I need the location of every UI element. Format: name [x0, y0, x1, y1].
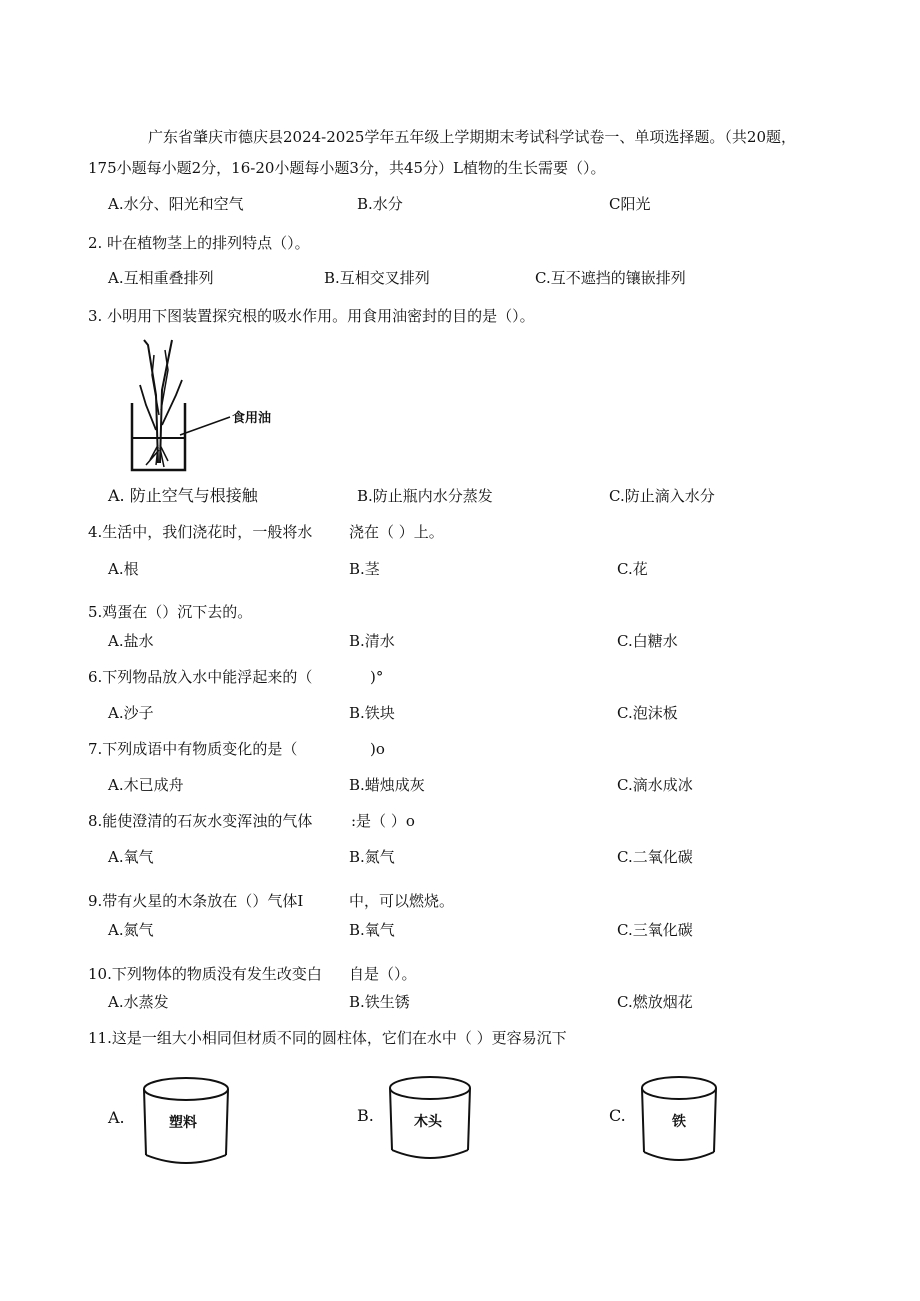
- q8-option-c: C.二氧化碳: [617, 848, 693, 866]
- iron-label: 铁: [672, 1114, 686, 1130]
- wood-cylinder-figure: [382, 1074, 478, 1166]
- q5-stem: 5.鸡蛋在（）沉下去的。: [88, 603, 253, 621]
- q10-stem-part-1: 10.下列物体的物质没有发生改变白: [88, 965, 322, 983]
- q10-stem-part-2: 自是（）。: [349, 965, 417, 983]
- plant-in-beaker-figure: [110, 335, 310, 480]
- q10-option-a: A.水蒸发: [108, 993, 169, 1011]
- q10-option-c: C.燃放烟花: [617, 993, 693, 1011]
- q4-option-a: A.根: [108, 560, 139, 578]
- q2-option-b: B.互相交叉排列: [324, 269, 430, 287]
- q1-option-a: A.水分、阳光和空气: [108, 195, 244, 213]
- q7-option-c: C.滴水成冰: [617, 776, 693, 794]
- q3-option-a: A. 防止空气与根接触: [108, 486, 258, 505]
- q1-option-c: C阳光: [609, 195, 651, 213]
- q3-option-c: C.防止滴入水分: [609, 487, 715, 505]
- q6-option-a: A.沙子: [108, 704, 154, 722]
- q9-stem-part-1: 9.带有火星的木条放在（）气体I: [88, 892, 304, 910]
- q11-option-b-letter: B.: [357, 1106, 374, 1125]
- q4-stem-part-1: 4.生活中，我们浇花时，一般将水: [88, 523, 313, 541]
- q5-option-b: B.清水: [349, 632, 395, 650]
- q2-option-a: A.互相重叠排列: [108, 269, 214, 287]
- q7-stem-part-2: )o: [370, 740, 385, 758]
- q11-stem: 11.这是一组大小相同但材质不同的圆柱体，它们在水中（ ）更容易沉下: [88, 1029, 567, 1047]
- wood-label: 木头: [414, 1114, 442, 1130]
- q6-stem-part-1: 6.下列物品放入水中能浮起来的（: [88, 668, 313, 686]
- q8-option-b: B.氮气: [349, 848, 395, 866]
- oil-label: 食用油: [232, 411, 272, 426]
- q2-stem: 2. 叶在植物茎上的排列特点（）。: [88, 234, 310, 252]
- q5-option-a: A.盐水: [108, 632, 154, 650]
- q9-stem-part-2: 中，可以燃烧。: [349, 892, 455, 910]
- q3-option-b: B.防止瓶内水分蒸发: [357, 487, 493, 505]
- q6-option-b: B.铁块: [349, 704, 395, 722]
- q11-option-c-letter: C.: [609, 1106, 626, 1125]
- q8-option-a: A.氧气: [108, 848, 154, 866]
- iron-cylinder-figure: [636, 1074, 722, 1166]
- exam-title-line-2: 175小题每小题2分，16-20小题每小题3分，共45分）L植物的生长需要（）。: [88, 159, 606, 177]
- q4-option-c: C.花: [617, 560, 648, 578]
- q4-stem-part-2: 浇在（ ）上。: [349, 523, 444, 541]
- q7-option-b: B.蜡烛成灰: [349, 776, 425, 794]
- q9-option-b: B.氧气: [349, 921, 395, 939]
- q6-stem-part-2: )°: [370, 668, 384, 686]
- q11-option-a-letter: A.: [108, 1108, 125, 1127]
- q6-option-c: C.泡沫板: [617, 704, 678, 722]
- q5-option-c: C.白糖水: [617, 632, 678, 650]
- q8-stem-part-2: :是（ ）o: [351, 812, 415, 830]
- q8-stem-part-1: 8.能使澄清的石灰水变浑浊的气体: [88, 812, 313, 830]
- q7-option-a: A.木已成舟: [108, 776, 184, 794]
- exam-title-line-1: 广东省肇庆市德庆县2024-2025学年五年级上学期期末考试科学试卷一、单项选择题。（共20题，: [148, 128, 797, 146]
- plastic-label: 塑料: [169, 1115, 197, 1131]
- q3-stem: 3. 小明用下图装置探究根的吸水作用。用食用油密封的目的是（）。: [88, 307, 535, 325]
- q9-option-c: C.三氧化碳: [617, 921, 693, 939]
- q2-option-c: C.互不遮挡的镶嵌排列: [535, 269, 686, 287]
- q4-option-b: B.茎: [349, 560, 380, 578]
- q9-option-a: A.氮气: [108, 921, 154, 939]
- q1-option-b: B.水分: [357, 195, 403, 213]
- q10-option-b: B.铁生锈: [349, 993, 410, 1011]
- q7-stem-part-1: 7.下列成语中有物质变化的是（: [88, 740, 298, 758]
- plastic-cylinder-figure: [136, 1075, 236, 1170]
